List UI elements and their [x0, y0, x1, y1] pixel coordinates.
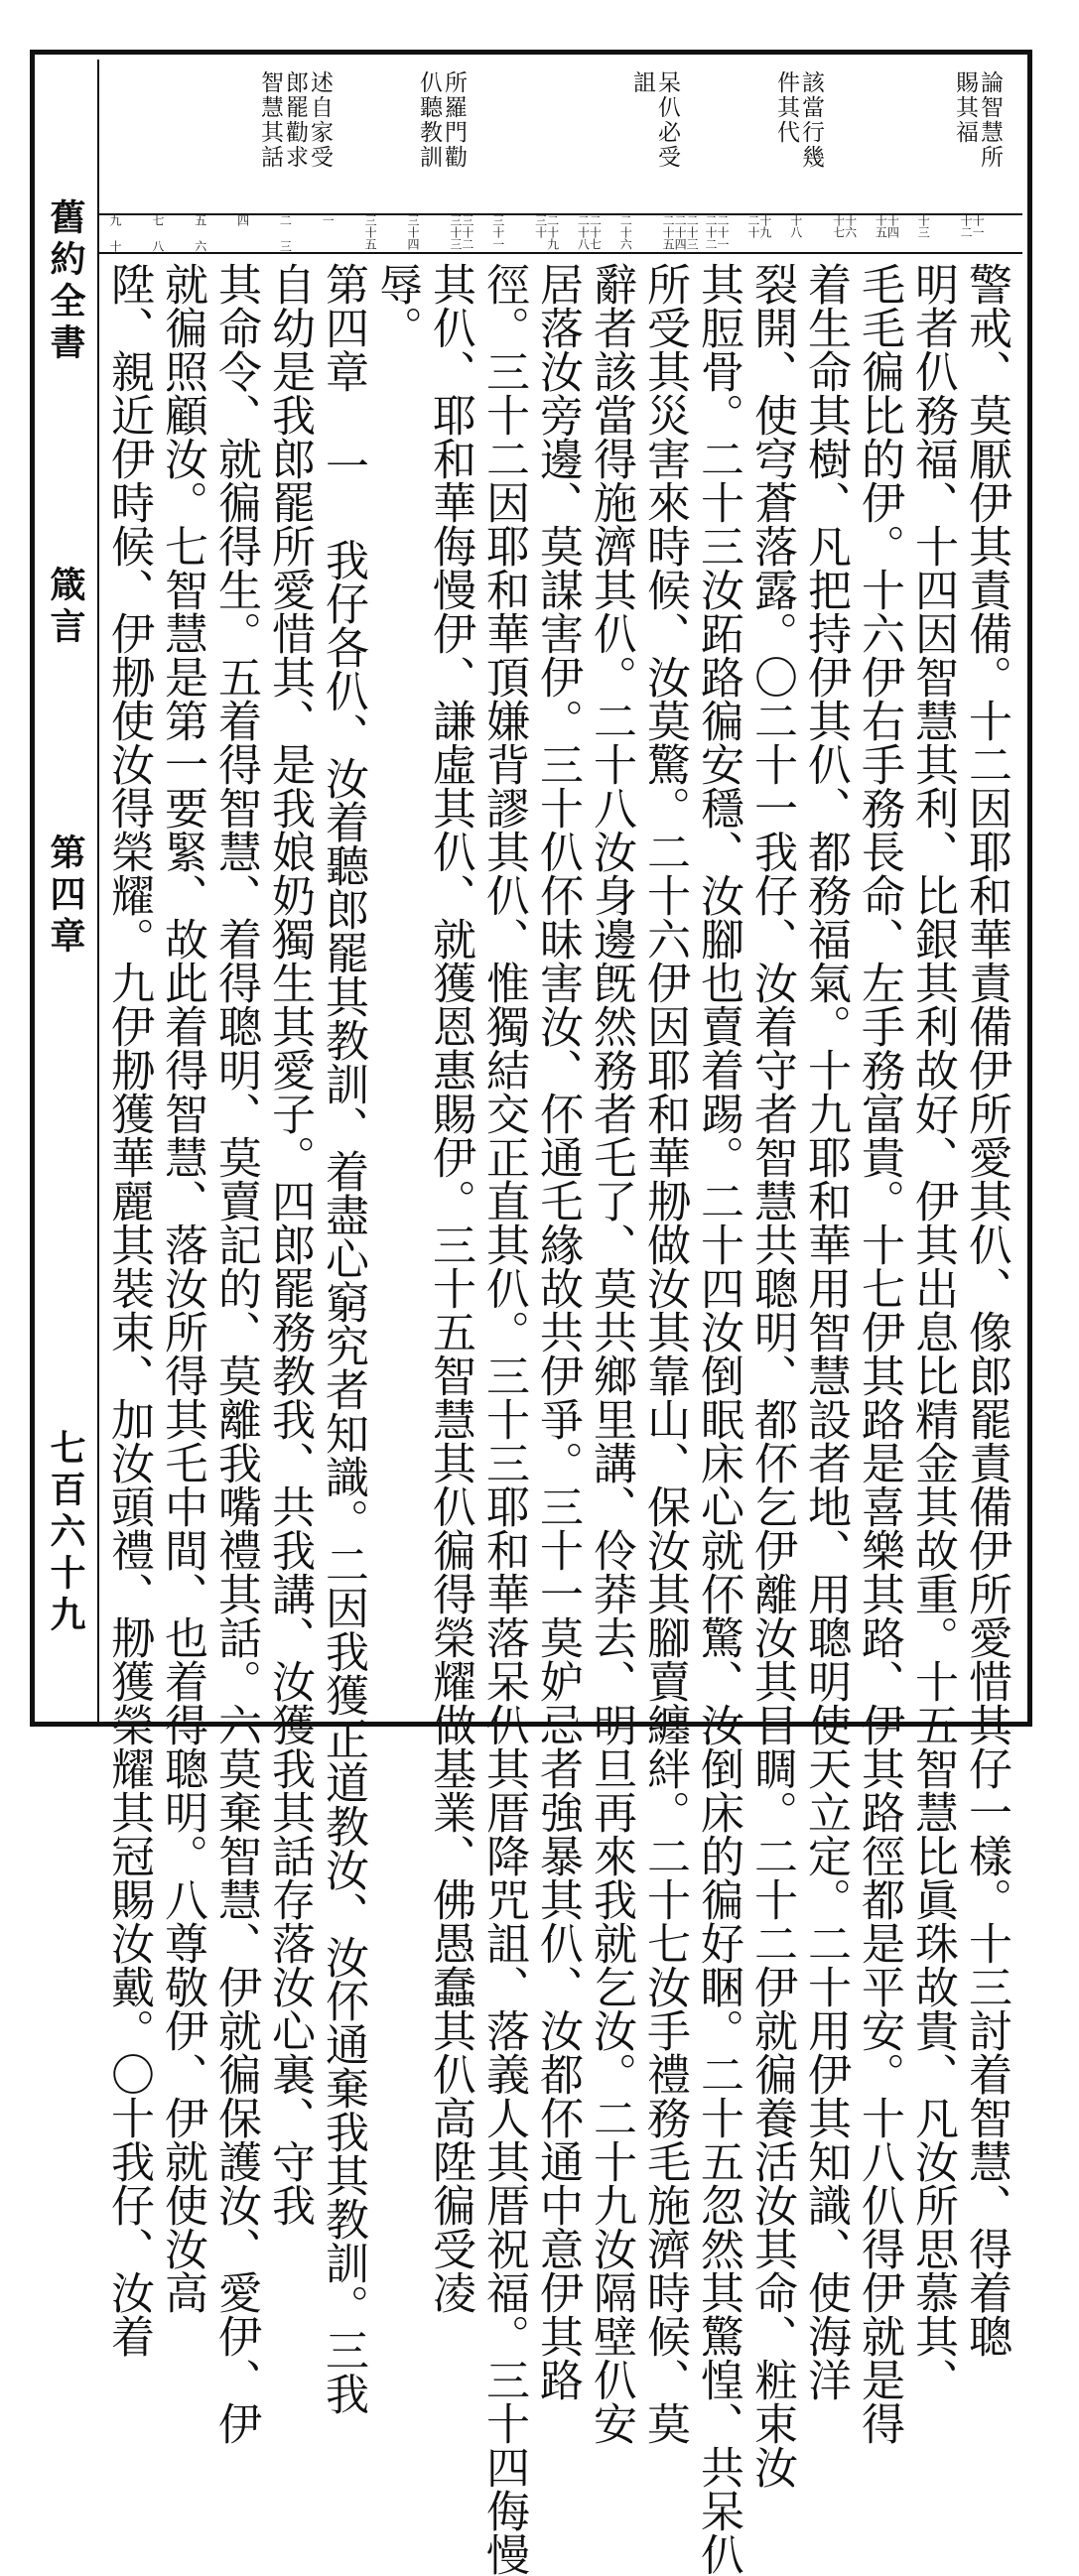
verse-number: 十八 [788, 214, 803, 238]
verse-number: 二十三 二十四 二十五 [661, 214, 700, 250]
verse-number: 九 十 [108, 214, 122, 252]
gloss-6: 智慧其話 [257, 70, 283, 170]
gloss-5: 述自家受 [307, 70, 333, 170]
verse-number-row [99, 214, 1022, 254]
page-number: 七百六十九 [45, 1429, 86, 1637]
body-text [99, 254, 1022, 2576]
verse-number: 五 六 [193, 214, 207, 252]
text-column: 徑。三十二因耶和華頂嫌背謬其仈、惟獨結交正直其仈。三十三耶和華落呆仈其厝降咒詛、落義人其厝祝福。三十四侮慢 [478, 262, 529, 2576]
text-column: 裂開、使穹蒼落露。〇二十一我仔、汝着守者智慧共聰明、都伓乞伊離汝其目睭。二十二伊就徧養活汝其命、粧束汝 [746, 262, 797, 2489]
verse-number: 十九 二十 [745, 214, 772, 238]
margin-gloss [99, 64, 1022, 215]
text-column: 其脰骨。二十三汝跖路徧安穩、汝腳也賣着踢。二十四汝倒眠床心就伓驚、汝倒床的徧好睏。二十五忽然其驚惶、共呆仈 [693, 262, 743, 2576]
gloss-1-sub: 賜其福 [952, 70, 978, 145]
verse-number: 二十七 二十八 [576, 214, 603, 250]
text-column: 其命令、就徧得生。五着得智慧、着得聰明、莫賣記的、莫離我嘴禮其話。六莫棄智慧、伊就徧保護汝、愛伊、伊 [210, 262, 261, 2445]
text-column: 其仈、耶和華侮慢伊、謙虛其仈、就獲恩惠賜伊。三十五智慧其仈徧得榮耀做基業、佛愚蠢其仈高陞徧受凌 [425, 262, 475, 2314]
verse-number: 十六 十七 [831, 214, 858, 238]
verse-number: 三十一 [490, 214, 505, 250]
verse-number: 十四 十五 [874, 214, 900, 238]
gloss-2-sub: 件其代 [773, 70, 799, 145]
text-column: 第四章 一 我仔各仈、汝着聽郎罷其教訓、着盡心窮究者知識。二因我獲正道教汝、汝伓通棄我其教訓。三我 [318, 262, 368, 2415]
gloss-3-sub: 詛 [629, 70, 655, 95]
running-head [34, 60, 99, 1723]
text-column: 自幼是我郎罷所愛惜其、是我娘奶獨生其愛子。四郎罷務教我、共我講、汝獲我其話存落汝心裏、守我 [264, 262, 315, 2227]
verse-number: 四 [235, 214, 250, 226]
text-column: 居落汝旁邊、莫謀害伊。三十仈伓昧害汝、伓通乇緣故共伊爭。三十一莫妒忌者強暴其仈、汝都伓通中意伊其路 [532, 262, 583, 2401]
text-column: 陞、親近伊時候、伊刱使汝得榮耀。九伊刱獲華麗其裝束、加汝頭禮、刱獲榮耀其冠賜汝戴。〇十我仔、汝着 [103, 262, 154, 2358]
gloss-4-sub: 仈聽教訓 [416, 70, 442, 170]
verse-number: 三十二 三十三 [448, 214, 474, 250]
verse-number: 一 [321, 214, 336, 226]
verse-number: 七 八 [150, 214, 165, 252]
book-title: 舊約全書 [45, 198, 86, 365]
verse-number: 十一 十二 [959, 214, 986, 238]
gloss-5-sub: 郎罷勸求 [282, 70, 308, 170]
text-column: 所受其災害來時候、汝莫驚。二十六伊因耶和華刱做汝其靠山、保汝其腳賣纏絆。二十七汝手禮務毛施濟時候、莫 [639, 262, 690, 2445]
chapter-label: 第四章 [45, 834, 86, 959]
book-section: 箴言 [45, 566, 86, 649]
verse-number: 二十一 二十二 [704, 214, 730, 250]
verse-number: 二 三 [278, 214, 293, 252]
gloss-4: 所羅門勸 [441, 70, 467, 170]
text-column: 警戒、莫厭伊其責備。十二因耶和華責備伊所愛其仈、像郎罷責備伊所愛惜其仔一樣。十三討着智慧、得着聰 [961, 262, 1012, 2358]
text-column: 明者仈務福、十四因智慧其利、比銀其利故好、伊其出息比精金其故重。十五智慧比眞珠故貴、凡汝所思慕其、 [907, 262, 958, 2401]
verse-number: 二十六 [618, 214, 633, 250]
text-column: 辭者該當得施濟其仈。二十八汝身邊旣然務者乇了、莫共鄉里講、伶莽去、明旦再來我就乞汝。二十九汝隔壁仈安 [586, 262, 636, 2445]
gloss-1: 論智慧所 [977, 70, 1003, 170]
text-column: 着生命其樹、凡把持伊其仈、都務福氣。十九耶和華用智慧設者地、用聰明使天立定。二十用伊其知識、使海洋 [800, 262, 851, 2401]
gloss-3: 呆仈必受 [654, 70, 680, 170]
verse-number: 三十四 [406, 214, 420, 250]
verse-number: 三十五 [363, 214, 378, 250]
text-column: 就徧照顧汝。七智慧是第一要緊、故此着得智慧、落汝所得其乇中間、也着得聰明。八尊敬伊、伊就使汝高 [157, 262, 207, 2314]
verse-number: 十三 [916, 214, 931, 238]
gloss-2: 該當行幾 [798, 70, 824, 170]
text-column: 辱。 [371, 262, 422, 349]
text-column: 毛毛徧比的伊。十六伊右手務長命、左手務富貴。十七伊其路是喜樂其路、伊其路徑都是平安。十八仈得伊就是得 [854, 262, 904, 2445]
verse-number: 二十九 三十 [533, 214, 560, 250]
